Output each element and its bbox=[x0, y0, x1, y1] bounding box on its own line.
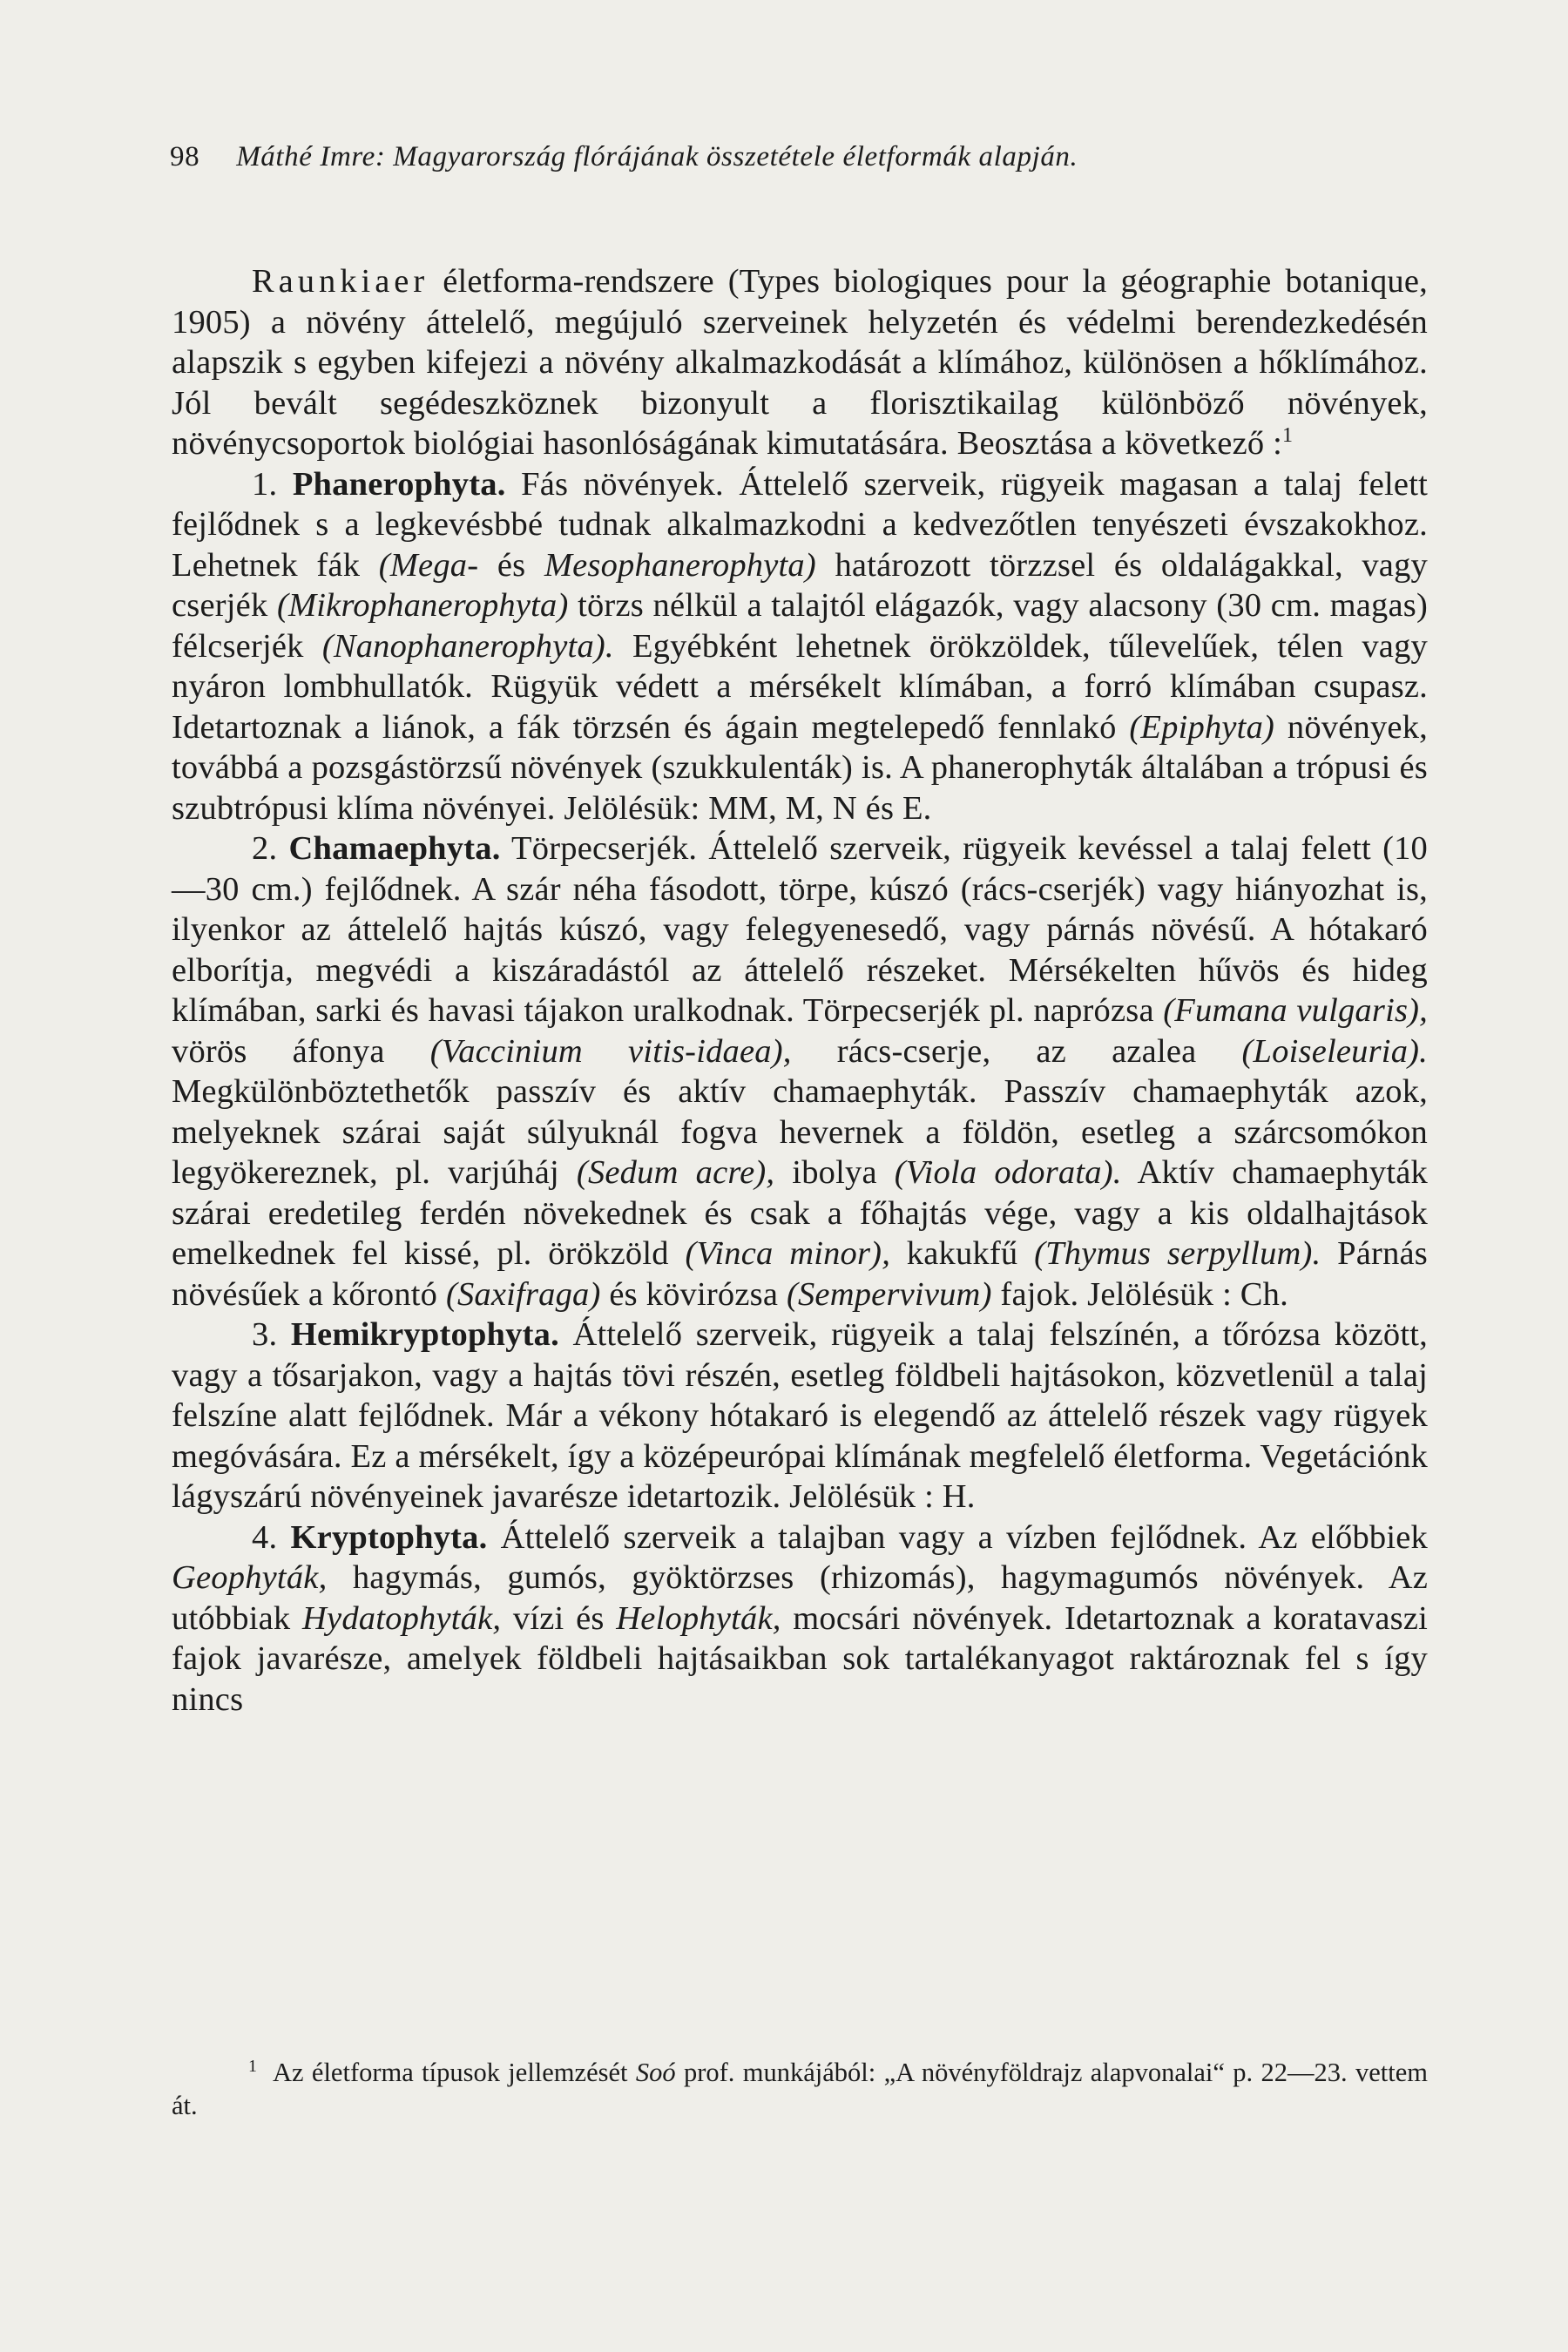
text-run: növények, továbbá a pozsgástörzsű növények (szukkulenták) is. A phanerophyták általában a trópusi és szubtrópusi klíma növényei. Jelölésük: MM, M, N és E. bbox=[172, 708, 1428, 827]
italic-term: (Mikrophanerophyta) bbox=[276, 587, 569, 624]
text-run: Párnás növésűek a kőrontó bbox=[172, 1235, 1428, 1313]
text-run: fajok. Jelölésük : Ch. bbox=[991, 1275, 1288, 1313]
text-run: Fás növények. Áttelelő szerveik, rügyeik magasan a talaj felett fejlődnek s a legkevésbbé tudnak alkalmazkodni a kedvezőtlen tenyészeti évszakokhoz. Lehetnek fák bbox=[172, 465, 1428, 584]
italic-term: Helophyták, bbox=[616, 1599, 781, 1637]
footnote-paragraph bbox=[172, 2056, 1428, 2122]
text-run: mocsári növények. Idetartoznak a koratavaszi fajok javarésze, amelyek földbeli hajtásaikban sok tartalékanyagot raktároznak fel s így nincs bbox=[172, 1599, 1428, 1718]
section-number: 2. bbox=[252, 830, 278, 867]
italic-term: (Sedum acre), bbox=[576, 1154, 775, 1191]
italic-term: (Vinca minor), bbox=[685, 1235, 891, 1272]
footnote-mark: 1 bbox=[248, 2056, 257, 2076]
section-heading: Phanerophyta. bbox=[292, 465, 506, 503]
text-run: határozott törzzsel és oldalágakkal, vagy cserjék bbox=[172, 546, 1428, 624]
intro-text: életforma-rendszere (Types biologiques pour la géographie botanique, 1905) a növény áttelelő, megújuló szerveinek helyzetén és védelmi berendezkedésén alapszik s egyben kifejezi a növény alkalmazkodását a klímához, különösen a hőklímához. Jól bevált segédeszköznek bizonyult a florisztikailag különböző növények, növénycsoportok biológiai hasonlóságának kimutatására. Beosztása a következő : bbox=[172, 263, 1428, 462]
italic-term: (Nanophanerophyta). bbox=[321, 627, 614, 665]
italic-term: (Thymus serpyllum). bbox=[1034, 1235, 1321, 1272]
italic-term: (Sempervivum) bbox=[786, 1275, 992, 1313]
text-run: Egyébként lehetnek örökzöldek, tűlevelűek, télen vagy nyáron lombhullatók. Rügyük védett a mérsékelt klímában, a forró klímában csupasz. Idetartoznak a liánok, a fák törzsén és ágain megtelepedő fennlakó bbox=[172, 627, 1428, 746]
section-hemikryptophyta bbox=[172, 1315, 1428, 1517]
text-run: rács-cserje, az azalea bbox=[791, 1032, 1242, 1070]
text-run: Aktív chamaephyták szárai eredetileg ferdén növekednek és csak a főhajtás vége, vagy a kis oldalhajtások emelkednek fel kissé, pl. örökzöld bbox=[172, 1154, 1428, 1272]
italic-term: (Mega- bbox=[378, 546, 479, 584]
footnote-reference: 1 bbox=[1282, 424, 1294, 448]
text-run: kakukfű bbox=[890, 1235, 1035, 1272]
text-run: és kövirózsa bbox=[600, 1275, 787, 1313]
section-kryptophyta bbox=[172, 1517, 1428, 1720]
italic-term: Mesophanerophyta) bbox=[544, 546, 816, 584]
author-name: Raunkiaer bbox=[252, 263, 429, 300]
section-heading: Chamaephyta. bbox=[288, 830, 501, 867]
text-run: vízi és bbox=[501, 1599, 617, 1637]
section-phanerophyta bbox=[172, 464, 1428, 829]
italic-term: (Epiphyta) bbox=[1129, 708, 1275, 746]
text-run: ibolya bbox=[774, 1154, 895, 1191]
italic-term: (Saxifraga) bbox=[445, 1275, 601, 1313]
footnote bbox=[172, 2056, 1428, 2122]
running-title: Máthé Imre: Magyarország flórájának összetétele életformák alapján. bbox=[236, 141, 1078, 172]
text-run: Az életforma típusok jellemzését bbox=[273, 2058, 636, 2087]
section-number: 1. bbox=[252, 465, 278, 503]
section-number: 3. bbox=[252, 1316, 278, 1353]
italic-term: Soó bbox=[635, 2058, 676, 2087]
section-number: 4. bbox=[252, 1518, 278, 1556]
text-run: Áttelelő szerveik a talajban vagy a vízben fejlődnek. Az előbbiek bbox=[487, 1518, 1429, 1556]
italic-term: Hydatophyták, bbox=[302, 1599, 502, 1637]
italic-term: Geophyták, bbox=[172, 1559, 328, 1596]
section-heading: Hemikryptophyta. bbox=[290, 1316, 559, 1353]
text-run: Törpecserjék. Áttelelő szerveik, rügyeik kevéssel a talaj felett (10—30 cm.) fejlődnek. A szár néha fásodott, törpe, kúszó (rács-cserjék) vagy hiányozhat is, ilyenkor az áttelelő hajtás kúszó, vagy felegyenesedő, vagy párnás növésű. A hótakaró elborítja, megvédi a kiszáradástól az áttelelő részeket. Mérsékelten hűvös és hideg klímában, sarki és havasi tájakon uralkodnak. Törpecserjék pl. naprózsa bbox=[172, 830, 1428, 1029]
page-number: 98 bbox=[170, 141, 200, 172]
intro-paragraph bbox=[172, 261, 1428, 464]
text-run: Áttelelő szerveik, rügyeik a talaj felszínén, a tőrózsa között, vagy a tősarjakon, vagy a hajtás tövi részén, esetleg földbeli hajtásokon, közvetlenül a talaj felszíne alatt fejlődnek. Már a vékony hótakaró is elegendő az áttelelő részek vagy rügyek megóvására. Ez a mérsékelt, így a középeurópai klímának megfelelő életforma. Vegetációnk lágyszárú növényeinek javarésze idetartozik. Jelölésük : H. bbox=[172, 1316, 1429, 1515]
italic-term: (Viola odorata). bbox=[894, 1154, 1122, 1191]
text-run: törzs nélkül a talajtól elágazók, vagy alacsony (30 cm. magas) félcserjék bbox=[172, 587, 1428, 665]
text-run: vörös áfonya bbox=[172, 1032, 430, 1070]
italic-term: (Vaccinium vitis-idaea), bbox=[429, 1032, 792, 1070]
italic-term: (Fumana vulgaris), bbox=[1163, 992, 1428, 1029]
section-chamaephyta bbox=[172, 828, 1428, 1315]
running-header bbox=[170, 138, 1433, 176]
text-run: és bbox=[478, 546, 544, 584]
main-text bbox=[172, 261, 1428, 1720]
italic-term: (Loiseleuria). bbox=[1241, 1032, 1428, 1070]
text-run: hagymás, gumós, gyöktörzses (rhizomás), hagymagumós növények. Az utóbbiak bbox=[172, 1559, 1428, 1637]
text-run: Megkülönböztethetők passzív és aktív chamaephyták. Passzív chamaephyták azok, melyeknek szárai saját súlyuknál fogva hevernek a földön, esetleg a szárcsomókon legyökereznek, pl. varjúháj bbox=[172, 1073, 1428, 1191]
text-run: prof. munkájából: „A növényföldrajz alapvonalai“ p. 22—23. vettem át. bbox=[172, 2058, 1428, 2120]
section-heading: Kryptophyta. bbox=[290, 1518, 488, 1556]
